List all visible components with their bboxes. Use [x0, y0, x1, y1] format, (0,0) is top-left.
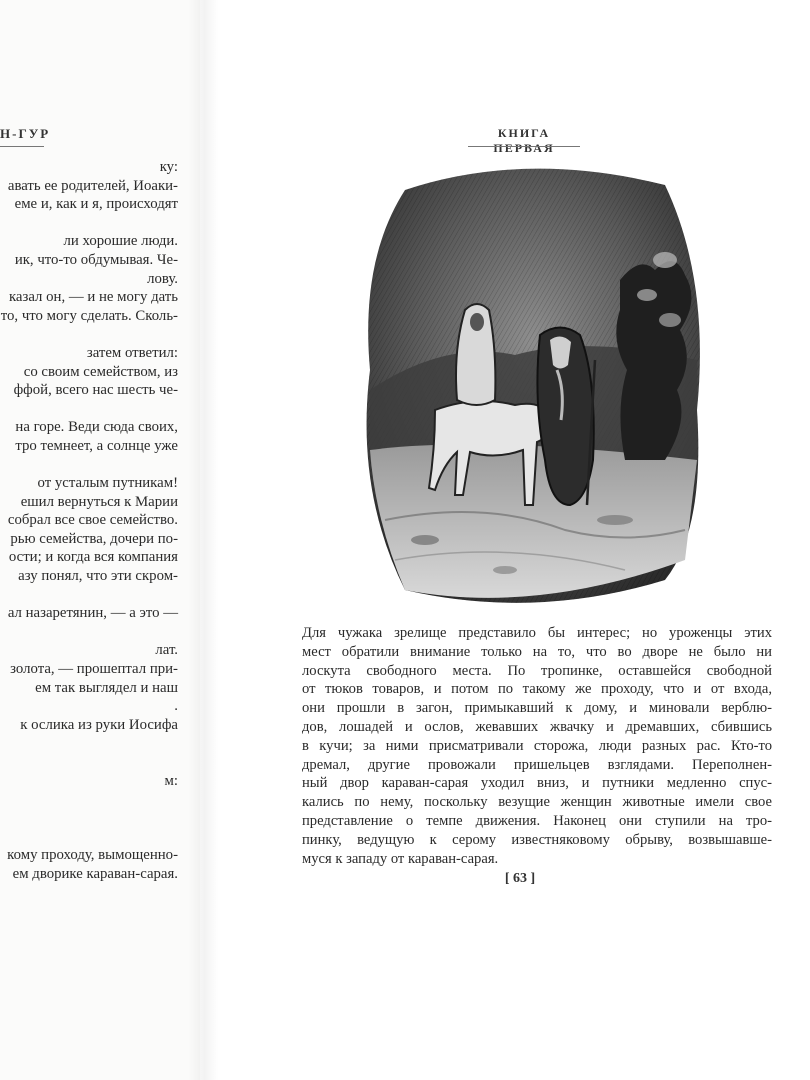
left-text-line [0, 586, 178, 605]
left-text-line: ем так выглядел и наш [35, 679, 178, 696]
paragraph-line: от тюков товаров, и потом по такому же проходу, что и от входа, [302, 681, 772, 698]
paragraph-line: мест обратили внимание только на то, что во дворе не было ни [302, 643, 772, 660]
left-text-line: ли хорошие люди. [63, 233, 178, 250]
left-text-line: ал назаретянин, — а это — [7, 605, 178, 622]
paragraph-line: они прошли в загон, примыкавший к дому, и миновали верблю- [302, 700, 772, 717]
paragraph-line: муся к западу от караван-сарая. [302, 850, 499, 867]
left-text-line: от усталым путникам! [37, 475, 178, 492]
left-page [0, 0, 200, 1080]
left-text-line [0, 623, 178, 642]
page-number: [ 63 ] [504, 871, 536, 886]
left-text-line [0, 325, 178, 344]
left-text-line [0, 753, 178, 772]
left-text-line: . [174, 698, 178, 715]
left-text-line: золота, — прошептал при- [10, 661, 178, 678]
left-text-line: казал он, — и не могу дать [8, 289, 178, 306]
left-text-line [0, 809, 178, 828]
left-header-rule [0, 146, 44, 147]
left-text-line: лову. [147, 270, 178, 287]
left-text-line [0, 827, 178, 846]
left-text-line: ик, что-то обдумывая. Че- [14, 251, 178, 268]
left-text-line: на горе. Веди сюда своих, [15, 419, 178, 436]
right-page-paragraph [302, 624, 772, 868]
left-text-line: то, что могу сделать. Сколь- [0, 307, 178, 324]
left-text-line: ешил вернуться к Марии [20, 493, 178, 510]
left-text-line: к ослика из руки Иосифа [20, 716, 178, 733]
left-text-line: собрал все свое семейство. [7, 512, 178, 529]
right-header-rule [468, 146, 580, 147]
paragraph-line: в кучи; за ними присматривали сторожа, люди разных рас. Кто-то [302, 737, 772, 754]
left-text-line: м: [164, 772, 178, 789]
left-text-line: ем дворике караван-сарая. [12, 865, 178, 882]
left-text-line: рью семейства, дочери по- [10, 530, 178, 547]
paragraph-line: пинку, ведущую к серому известняковому обрыву, возвышавше- [302, 831, 772, 848]
right-running-head: КНИГА ПЕРВАЯ [493, 126, 555, 155]
left-text-line: со своим семейством, из [23, 363, 178, 380]
left-text-line: кому проходу, вымощенно- [7, 846, 178, 863]
left-text-line: тро темнеет, а солнце уже [15, 437, 178, 454]
left-text-line [0, 456, 178, 475]
paragraph-line: дремал, другие провожали пришельцев взглядами. Переполнен- [302, 756, 772, 773]
left-running-head: Н-ГУР [0, 126, 51, 141]
left-text-line [0, 400, 178, 419]
left-text-line: азу понял, что эти скром- [18, 568, 178, 585]
left-text-line [0, 790, 178, 809]
left-text-line: еме и, как и я, происходят [14, 196, 178, 213]
paragraph-line: ный двор караван-сарая уходил вниз, и путники медленно спус- [302, 775, 772, 792]
paragraph-line: Для чужака зрелище представило бы интерес; но уроженцы этих [302, 625, 772, 641]
paragraph-line: дов, лошадей и ослов, жевавших жвачку и дремавших, сбившись [302, 718, 772, 735]
engraving-illustration-icon [365, 160, 700, 607]
left-text-line: ффой, всего нас шесть че- [13, 382, 178, 399]
left-text-line: ку: [159, 159, 178, 175]
left-text-line: лат. [155, 642, 178, 659]
paragraph-line: представление о темпе движения. Наконец они ступили на тро- [302, 812, 772, 829]
paragraph-line: кались по нему, поскольку везущие женщин животные имели свое [302, 794, 772, 811]
left-page-text [0, 158, 178, 883]
left-text-line: авать ее родителей, Иоаки- [7, 177, 178, 194]
book-gutter [188, 0, 218, 1080]
left-text-line: ости; и когда вся компания [8, 549, 178, 566]
paragraph-line: лоскута свободного места. По тропинке, оставшейся свободной [302, 662, 772, 679]
left-text-line: затем ответил: [86, 344, 178, 361]
left-text-line [0, 214, 178, 233]
left-text-line [0, 734, 178, 753]
